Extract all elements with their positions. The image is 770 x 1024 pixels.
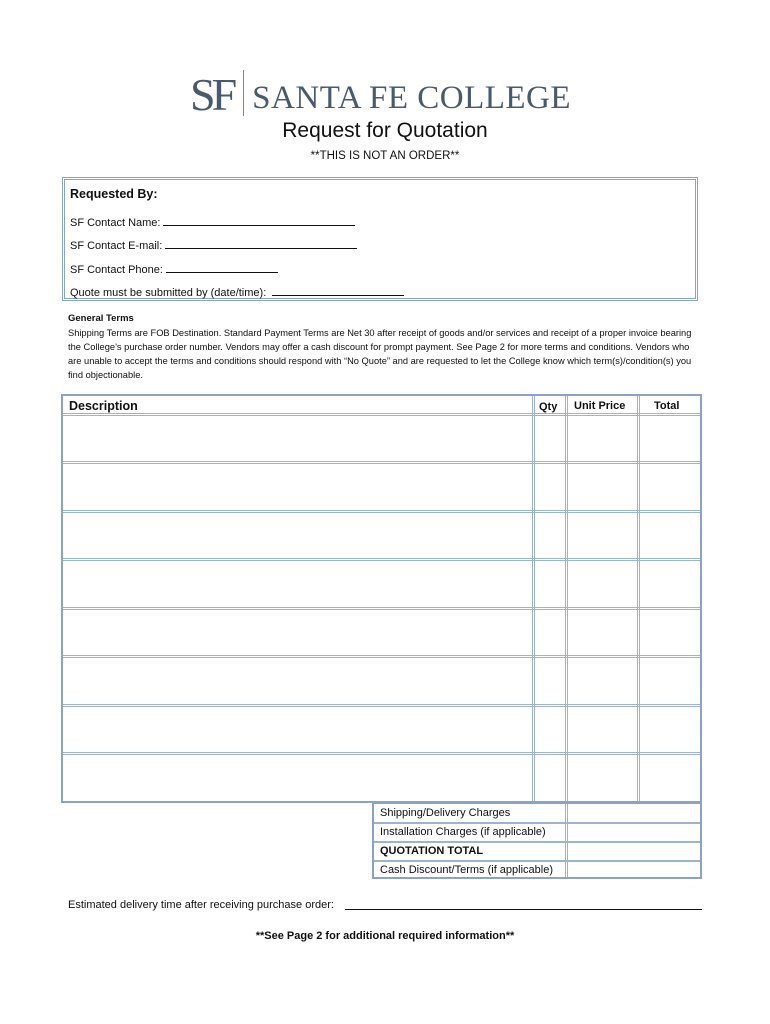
form-subtitle: **THIS IS NOT AN ORDER**: [310, 150, 460, 162]
shipping-charges-label: Shipping/Delivery Charges: [380, 807, 511, 819]
contact-phone-label: SF Contact Phone:: [70, 264, 163, 276]
footer-note: **See Page 2 for additional required information**: [255, 930, 515, 942]
form-title: Request for Quotation: [282, 119, 488, 142]
qty-header: Qty: [539, 401, 558, 413]
table-row-divider: [63, 655, 700, 658]
contact-phone-row: [70, 261, 278, 276]
table-row-divider: [63, 510, 700, 513]
general-terms-heading: General Terms: [68, 313, 134, 324]
quote-deadline-label: Quote must be submitted by (date/time):: [70, 287, 267, 299]
requested-by-box: [62, 177, 698, 301]
table-row-divider: [63, 413, 700, 416]
description-column: [63, 396, 535, 801]
quotation-total-label: QUOTATION TOTAL: [380, 845, 484, 857]
cash-discount-label: Cash Discount/Terms (if applicable): [380, 864, 554, 876]
quote-deadline-field[interactable]: [272, 284, 404, 296]
charges-row-divider: [374, 841, 700, 843]
contact-email-label: SF Contact E-mail:: [70, 240, 163, 252]
delivery-time-label: Estimated delivery time after receiving purchase order:: [68, 899, 334, 911]
total-header: Total: [654, 400, 680, 412]
unit-price-column: [568, 396, 640, 801]
qty-column: [535, 396, 568, 801]
contact-name-label: SF Contact Name:: [70, 217, 161, 229]
contact-name-field[interactable]: [163, 214, 355, 226]
total-column: [640, 396, 700, 801]
table-row-divider: [63, 461, 700, 464]
table-row-divider: [63, 558, 700, 561]
charges-table: [372, 802, 702, 879]
installation-charges-label: Installation Charges (if applicable): [380, 826, 546, 838]
contact-email-field[interactable]: [165, 237, 357, 249]
quote-deadline-row: [70, 284, 404, 299]
requested-by-heading: Requested By:: [70, 187, 158, 201]
contact-email-row: [70, 237, 357, 252]
college-logo: [190, 66, 571, 118]
contact-phone-field[interactable]: [166, 261, 278, 273]
logo-divider: [243, 70, 244, 116]
logo-name: SANTA FE COLLEGE: [252, 80, 572, 116]
table-row-divider: [63, 607, 700, 610]
table-row-divider: [63, 752, 700, 755]
charges-row-divider: [374, 860, 700, 862]
unit-price-header: Unit Price: [574, 400, 626, 412]
description-header: Description: [69, 399, 138, 413]
charges-row-divider: [374, 822, 700, 824]
delivery-time-field[interactable]: [345, 909, 702, 910]
logo-mark: SF: [190, 69, 234, 120]
table-row-divider: [63, 704, 700, 707]
items-table: [61, 394, 702, 803]
contact-name-row: [70, 214, 355, 229]
general-terms-text: Shipping Terms are FOB Destination. Standard Payment Terms are Net 30 after receipt of goods and/or services and receipt of a proper invoice bearing the College’s purchase order number. Vendors may offer a cash discount for prompt payment. See Page 2 for more terms and conditions. Vendors who are unable to accept the terms and conditions should respond with “No Quote” and are requested to let the College know which term(s)/condition(s) you find objectionable.: [68, 328, 692, 380]
